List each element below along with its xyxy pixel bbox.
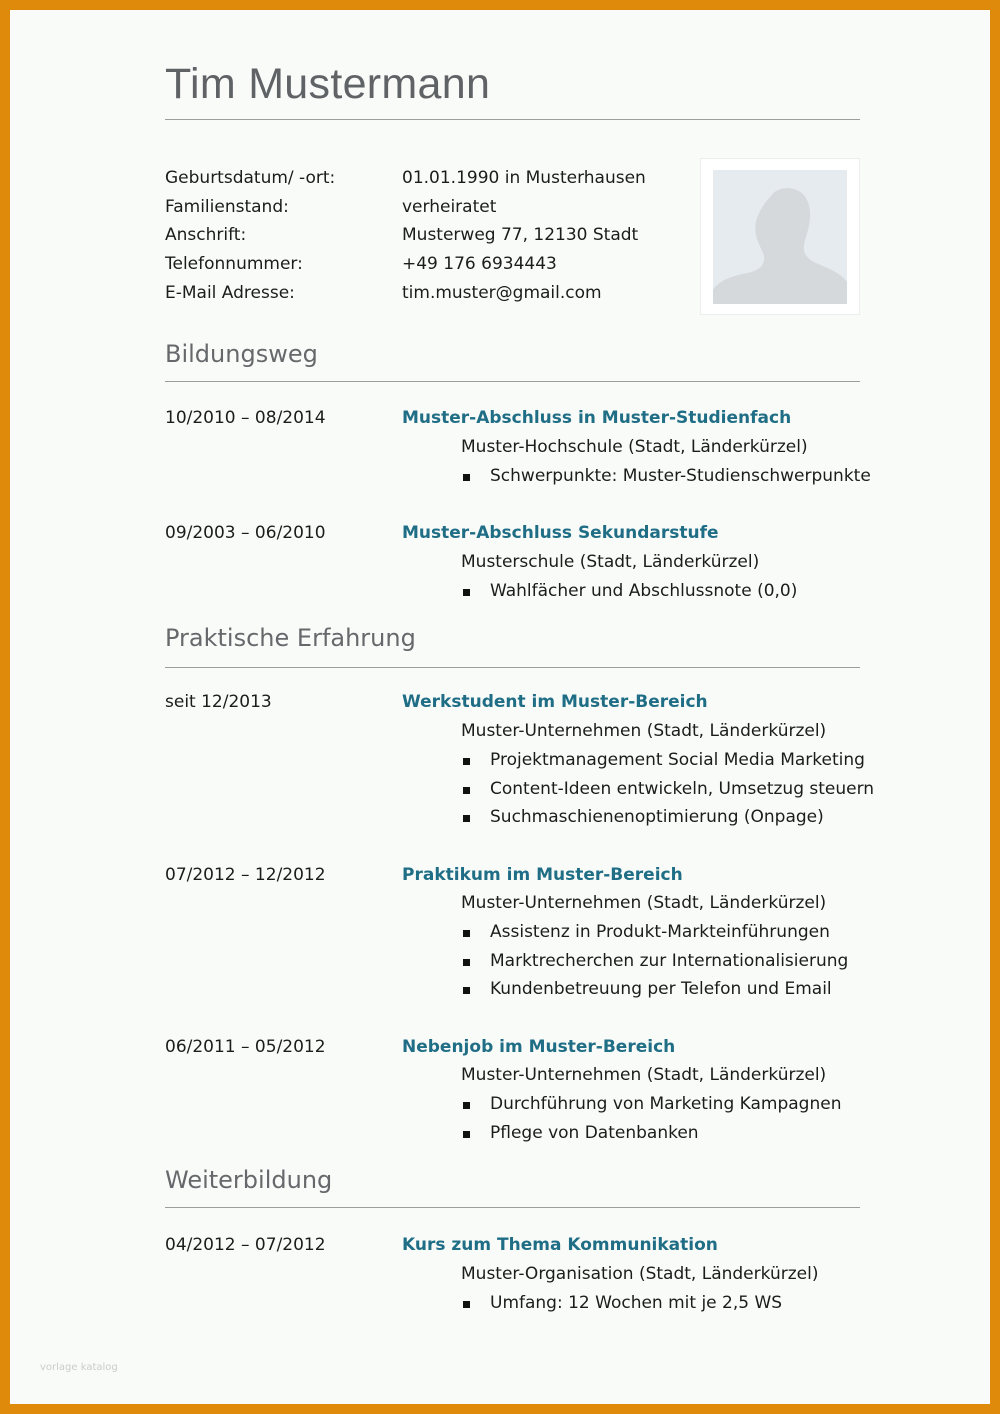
- entry-date: 10/2010 – 08/2014: [165, 408, 326, 428]
- name-divider: [165, 119, 860, 120]
- entry-title: Muster-Abschluss in Muster-Studienfach: [402, 408, 792, 428]
- bullet-marker: [463, 959, 470, 966]
- bullet-text: Assistenz in Produkt-Markteinführungen: [490, 922, 830, 942]
- personal-label: E-Mail Adresse:: [165, 283, 295, 303]
- profile-photo: [700, 158, 860, 315]
- person-name: Tim Mustermann: [165, 60, 491, 108]
- bullet-text: Wahlfächer und Abschlussnote (0,0): [490, 581, 798, 601]
- entry-institution: Muster-Unternehmen (Stadt, Länderkürzel): [461, 721, 827, 741]
- personal-value: 01.01.1990 in Musterhausen: [402, 168, 646, 188]
- bullet-marker: [463, 589, 470, 596]
- entry-title: Nebenjob im Muster-Bereich: [402, 1037, 676, 1057]
- bullet-marker: [463, 787, 470, 794]
- bullet-marker: [463, 815, 470, 822]
- section-title-education: Bildungsweg: [165, 340, 318, 368]
- entry-title: Muster-Abschluss Sekundarstufe: [402, 523, 719, 543]
- entry-institution: Muster-Unternehmen (Stadt, Länderkürzel): [461, 1065, 827, 1085]
- section-divider: [165, 667, 860, 668]
- personal-label: Geburtsdatum/ -ort:: [165, 168, 336, 188]
- section-title-experience: Praktische Erfahrung: [165, 624, 416, 652]
- bullet-text: Durchführung von Marketing Kampagnen: [490, 1094, 842, 1114]
- bullet-text: Pflege von Datenbanken: [490, 1123, 699, 1143]
- bullet-text: Umfang: 12 Wochen mit je 2,5 WS: [490, 1293, 783, 1313]
- personal-label: Telefonnummer:: [165, 254, 303, 274]
- entry-institution: Muster-Hochschule (Stadt, Länderkürzel): [461, 437, 808, 457]
- entry-institution: Musterschule (Stadt, Länderkürzel): [461, 552, 760, 572]
- section-divider: [165, 1207, 860, 1208]
- entry-title: Kurs zum Thema Kommunikation: [402, 1235, 718, 1255]
- bullet-text: Projektmanagement Social Media Marketing: [490, 750, 865, 770]
- bullet-marker: [463, 758, 470, 765]
- bullet-text: Kundenbetreuung per Telefon und Email: [490, 979, 832, 999]
- bullet-marker: [463, 1102, 470, 1109]
- personal-value: +49 176 6934443: [402, 254, 557, 274]
- entry-date: 07/2012 – 12/2012: [165, 865, 326, 885]
- bullet-text: Suchmaschienenoptimierung (Onpage): [490, 807, 824, 827]
- bullet-marker: [463, 930, 470, 937]
- entry-date: seit 12/2013: [165, 692, 272, 712]
- section-title-further-education: Weiterbildung: [165, 1166, 333, 1194]
- watermark: vorlage katalog: [40, 1362, 118, 1373]
- bullet-text: Content-Ideen entwickeln, Umsetzug steuern: [490, 779, 875, 799]
- entry-date: 06/2011 – 05/2012: [165, 1037, 326, 1057]
- entry-date: 09/2003 – 06/2010: [165, 523, 326, 543]
- entry-institution: Muster-Organisation (Stadt, Länderkürzel): [461, 1264, 819, 1284]
- bullet-text: Schwerpunkte: Muster-Studienschwerpunkte: [490, 466, 871, 486]
- section-divider: [165, 381, 860, 382]
- entry-title: Praktikum im Muster-Bereich: [402, 865, 683, 885]
- personal-label: Anschrift:: [165, 225, 247, 245]
- personal-value: tim.muster@gmail.com: [402, 283, 602, 303]
- person-silhouette-icon: [713, 170, 847, 304]
- entry-date: 04/2012 – 07/2012: [165, 1235, 326, 1255]
- bullet-marker: [463, 474, 470, 481]
- bullet-marker: [463, 1301, 470, 1308]
- personal-label: Familienstand:: [165, 197, 289, 217]
- personal-value: verheiratet: [402, 197, 497, 217]
- bullet-text: Marktrecherchen zur Internationalisierung: [490, 951, 849, 971]
- cv-page: [10, 10, 990, 1404]
- bullet-marker: [463, 1131, 470, 1138]
- personal-value: Musterweg 77, 12130 Stadt: [402, 225, 639, 245]
- entry-title: Werkstudent im Muster-Bereich: [402, 692, 708, 712]
- bullet-marker: [463, 987, 470, 994]
- entry-institution: Muster-Unternehmen (Stadt, Länderkürzel): [461, 893, 827, 913]
